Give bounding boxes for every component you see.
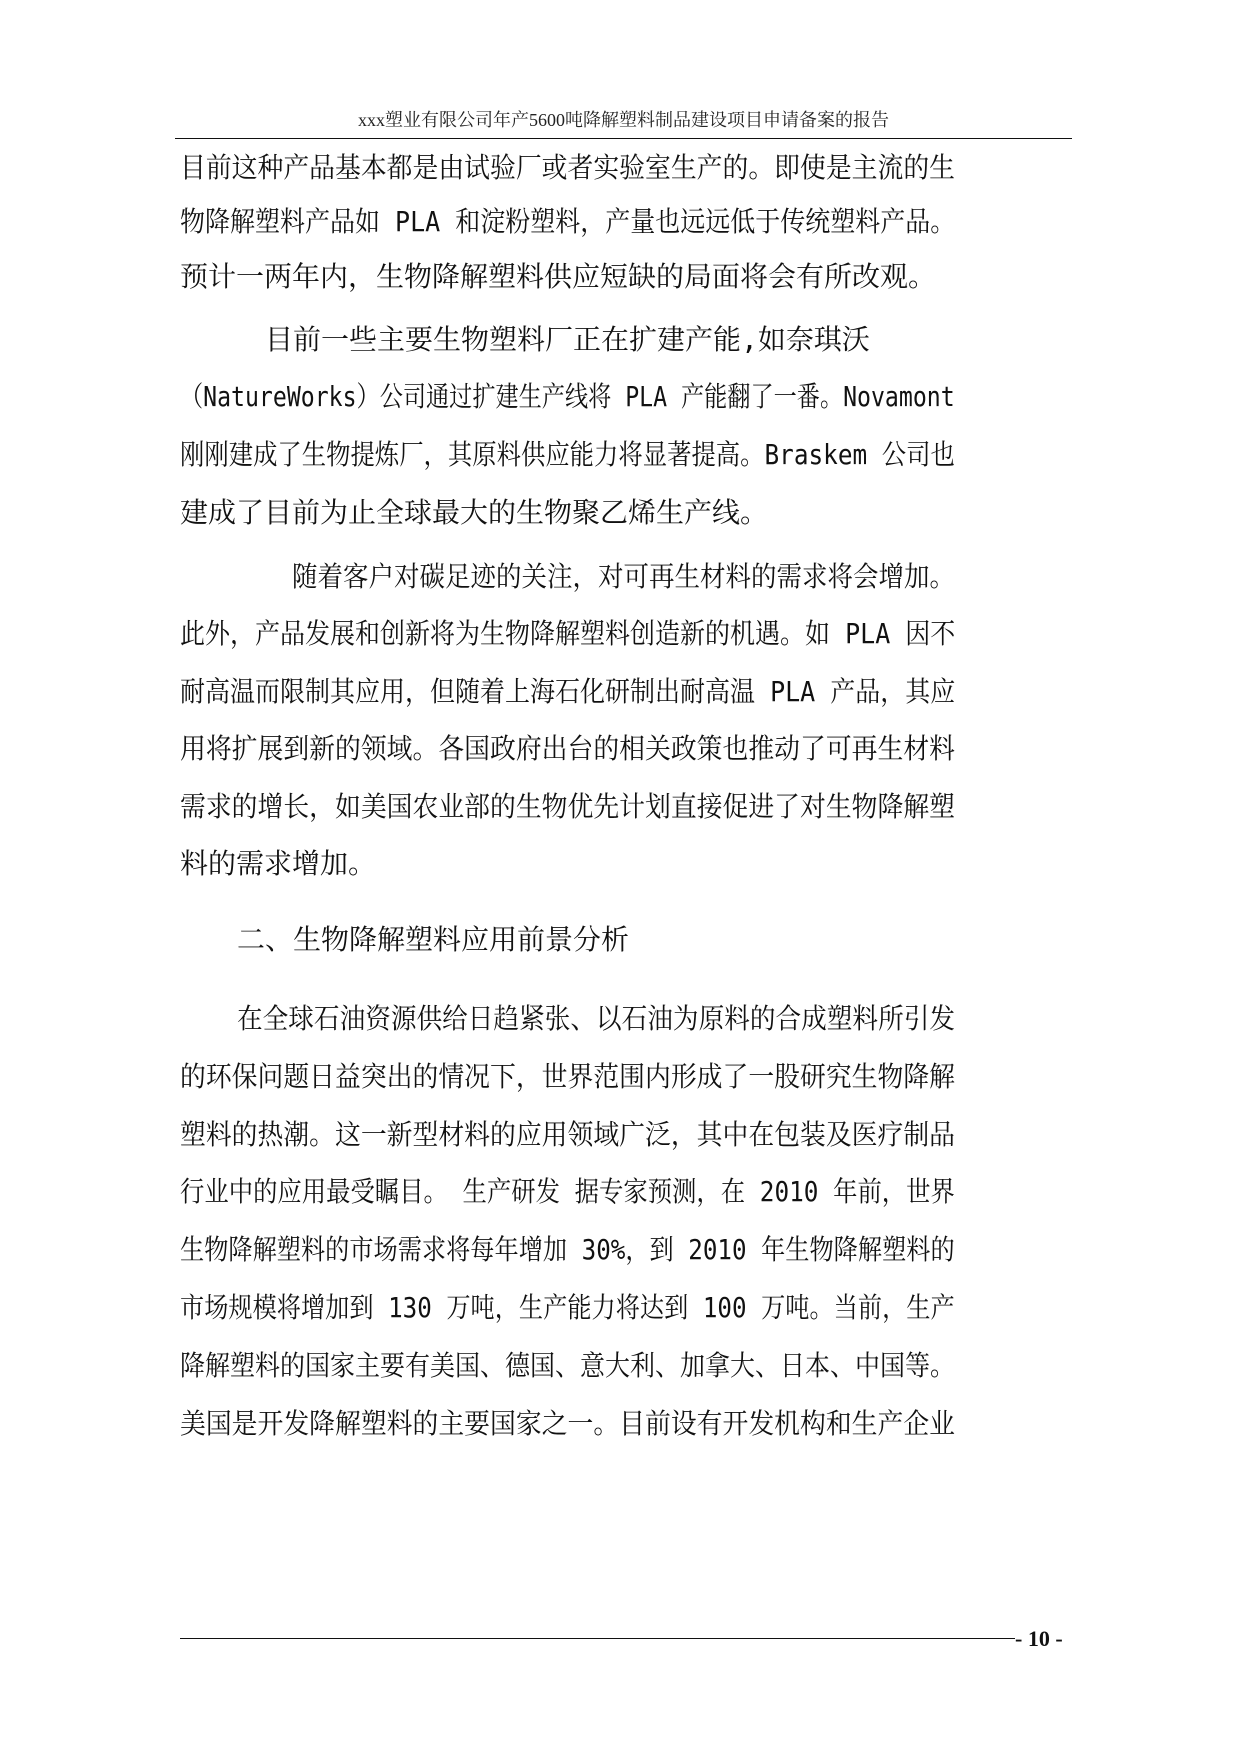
page-number: - 10 -: [1015, 1626, 1063, 1651]
text-line: 降解塑料的国家主要有美国、德国、意大利、加拿大、日本、中国等。: [180, 1349, 956, 1382]
text-line: （NatureWorks）公司通过扩建生产线将 PLA 产能翻了一番。Novamont: [180, 380, 955, 413]
text-line: 刚刚建成了生物提炼厂，其原料供应能力将显著提高。Braskem 公司也: [180, 438, 955, 471]
text-line: 在全球石油资源供给日趋紧张、以石油为原料的合成塑料所引发: [237, 1002, 956, 1035]
text-line: 需求的增长，如美国农业部的生物优先计划直接促进了对生物降解塑: [180, 790, 955, 823]
text-line: 目前这种产品基本都是由试验厂或者实验室生产的。即使是主流的生: [180, 151, 955, 184]
text-line: 目前一些主要生物塑料厂正在扩建产能,如奈琪沃: [265, 323, 870, 356]
text-line: 此外，产品发展和创新将为生物降解塑料创造新的机遇。如 PLA 因不: [180, 617, 956, 650]
running-header: xxx塑业有限公司年产5600吨降解塑料制品建设项目申请备案的报告: [358, 110, 889, 130]
footer-divider: [180, 1638, 1015, 1639]
text-line: 生物降解塑料的市场需求将每年增加 30%，到 2010 年生物降解塑料的: [180, 1233, 955, 1266]
text-line: 用将扩展到新的领域。各国政府出台的相关政策也推动了可再生材料: [180, 732, 955, 765]
section-heading: 二、生物降解塑料应用前景分析: [237, 923, 630, 956]
text-line: 物降解塑料产品如 PLA 和淀粉塑料，产量也远远低于传统塑料产品。: [180, 205, 956, 238]
text-line: 行业中的应用最受瞩目。 生产研发 据专家预测，在 2010 年前，世界: [180, 1175, 955, 1208]
text-line: 建成了目前为止全球最大的生物聚乙烯生产线。: [180, 496, 769, 529]
text-line: 预计一两年内，生物降解塑料供应短缺的局面将会有所改观。: [180, 260, 937, 293]
text-line: 耐高温而限制其应用，但随着上海石化研制出耐高温 PLA 产品，其应: [180, 675, 956, 708]
text-line: 随着客户对碳足迹的关注，对可再生材料的需求将会增加。: [292, 560, 956, 593]
header-divider: [175, 138, 1072, 139]
text-line: 美国是开发降解塑料的主要国家之一。目前设有开发机构和生产企业: [180, 1407, 955, 1440]
text-line: 市场规模将增加到 130 万吨，生产能力将达到 100 万吨。当前，生产: [180, 1291, 955, 1324]
text-line: 料的需求增加。: [180, 847, 377, 880]
text-line: 塑料的热潮。这一新型材料的应用领域广泛，其中在包装及医疗制品: [180, 1118, 955, 1151]
text-line: 的环保问题日益突出的情况下，世界范围内形成了一股研究生物降解: [180, 1060, 955, 1093]
